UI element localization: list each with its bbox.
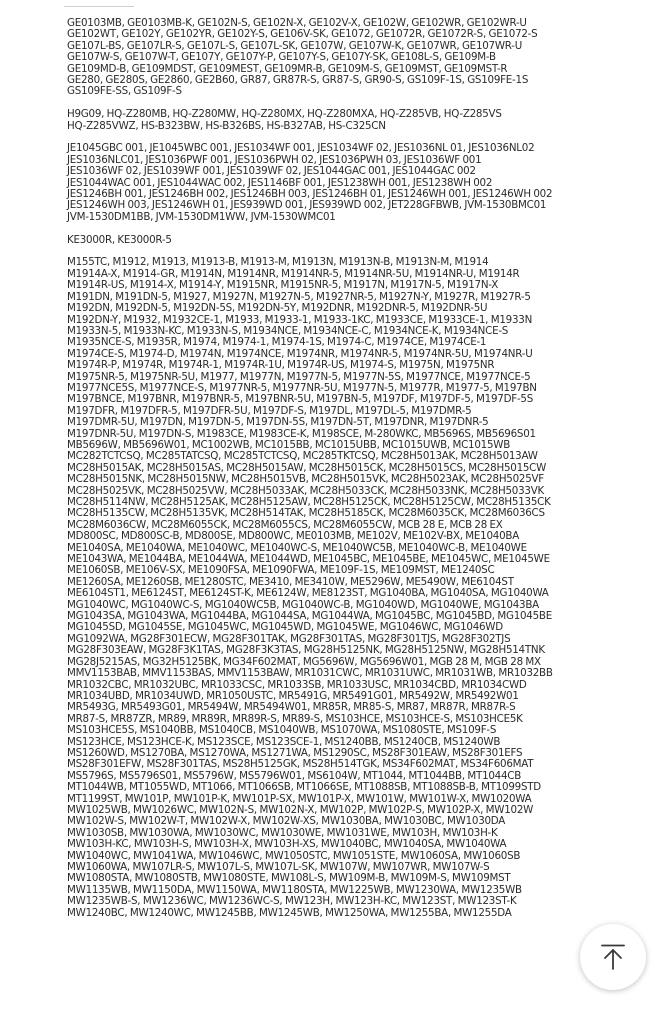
arrow-up-to-top-icon bbox=[598, 942, 628, 972]
model-group-h: H9G09, HQ-Z280MB, HQ-Z280MW, HQ-Z280MX, HQ-Z280MXA, HQ-Z285VB, HQ-Z285VS HQ-Z285VWZ, HS-B323BW, HS-B326BS, HS-B327AB, HS-C325CN bbox=[67, 108, 502, 132]
model-group-ke: KE3000R, KE3000R-5 bbox=[67, 233, 172, 246]
model-group-m: M155TC, M1912, M1913, M1913-B, M1913-M, M1913N, M1913N-B, M1913N-M, M1914 M1914A-X, M1914-GR, M1914N, M1914NR, M1914NR-5, M1914NR-5U, M1914NR-U, M1914R M1914R-US, M1914-X, M1914-Y, M1915NR, M1915NR-5, M1917N, M1917N-5, M1917N-X M191DN, M191DN-5, M1927, M1927N, M1927N-5, M1927NR-5, M1927N-Y, M1927R, M1927R-5 M192DN, M192DN-5, M192DN-5S, M192DN-5Y, M192DNR, M192DNR-5, M192DNR-5U M192DN-Y, M1932, M1932CE-1, M1933, M1933-1, M1933-1KC, M1933CE, M1933CE-1, M1933N M1933N-5, M1933N-KC, M1933N-S, M1934NCE, M1934NCE-C, M1934NCE-K, M1934NCE-S M1935NCE-S, M1935R, M1974, M1974-1, M1974-1S, M1974-C, M1974CE, M1974CE-1 M1974CE-S, M1974-D, M1974N, M1974NCE, M1974NR, M1974NR-5, M1974NR-5U, M1974NR-U M1974R-P, M1974R, M1974R-1, M1974R-1U, M1974R-US, M1974-S, M1975N, M1975NR M1975NR-5, M1975NR-5U, M1977, M1977N, M1977N-5, M1977N-5S, M1977NCE, M1977NCE-5 M1977NCE5S, M1977NCE-S, M1977NR-5, M1977NR-5U, M1977N-5, M1977R, M1977-5, M197BN M197BNCE, M197BNR, M197BNR-5, M197BNR-5U, M197BN-5, M197DF, M197DF-5, M197DF-5S M197DFR, M197DFR-5, M197DFR-5U, M197DF-S, M197DL, M197DL-5, M197DMR-5 M197DMR-5U, M197DN, M197DN-5, M197DN-5S, M197DN-5T, M197DNR, M197DNR-5 M197DNR-5U, M197DN-S, M1983CE, M1983CE-K, M198SCE, M-280WKC, MB5696S, MB5696S01 MB5696W, MB5696W01, MC1002WB, MC1015BB, MC1015UBB, MC1015UWB, MC1015WB MC282TCTCSQ, MC285TATCSQ, MC285TCTCSQ, MC285TKTCSQ, MC28H5013AK, MC28H5013AW MC28H5015AK, MC28H5015AS, MC28H5015AW, MC28H5015CK, MC28H5015CS, MC28H5015CW MC28H5015NK, MC28H5015NW, MC28H5015VB, MC28H5015VK, MC28H5023AK, MC28H5025VF MC28H5025VK, MC28H5025VW, MC28H5033AK, MC28H5033CK, MC28H5033NK, MC28H5033VK MC28H5114NW, MC28H5125AK, MC28H5125AW, MC28H5125CK, MC28H5125CW, MC28H5135CK MC28H5135CW, MC28H5135VK, MC28H514TAK, MC28H5185CK, MC28M6035CK, MC28M6036CS MC28M6036CW, MC28M6055CK, MC28M6055CS, MC28M6055CW, MCB 28 E, MCB 28 EX MD800SC, MD800SC-B, MD800SE, MD800WC, ME0103MB, ME102V, ME102V-BX, ME1040BA ME1040SA, ME1040WA, ME1040WC, ME1040WC-S, ME1040WC5B, ME1040WC-B, ME1040WE ME1043WA, ME1044BA, ME1044WA, ME1044WD, ME1045BC, ME1045BE, ME1045WC, ME1045WE ME1060SB, ME106V-SX, ME1090FSA, ME1090FWA, ME109F-1S, ME109MST, ME1240SC ME1260SA, ME1260SB, ME1280STC, ME3410, ME3410W, ME5296W, ME5490W, ME6104ST ME6104ST1, ME6124ST, ME6124ST-K, ME6124W, ME8123ST, MG1040BA, MG1040SA, MG1040WA MG1040WC, MG1040WC-S, MG1040WC5B, MG1040WC-B, MG1040WD, MG1040WE, MG1043BA MG1043SA, MG1043WA, MG1044BA, MG1044SA, MG1044WA, MG1045BC, MG1045BD, MG1045BE MG1045SD, MG1045SE, MG1045WC, MG1045WD, MG1045WE, MG1046WC, MG1046WD MG1092WA, MG28F301ECW, MG28F301TAK, MG28F301TAS, MG28F301TJS, MG28F302TJS MG28F303EAW, MG28F3K1TAS, MG28F3K3TAS, MG28H5125NK, MG28H5125NW, MG28H514TNK MG28J5215AS, MG32H5125BK, MG34F602MAT, MG5696W, MG5696W01, MGB 28 M, MGB 28 MX MMV1153BAB, MMV1153BAS, MMV1153BAW, MR1031CWC, MR1031UWC, MR1031WB, MR1032BB MR1032CBC, MR1032UBC, MR1033CSC, MR1033SB, MR1033USC, MR1034CBD, MR1034CWD MR1034UBD, MR1034UWD, MR1050USTC, MR5491G, MR5491G01, MR5492W, MR5492W01 MR5493G, MR5493G01, MR5494W, MR5494W01, MR85R, MR85-S, MR87, MR87R, MR87R-S MR87-S, MR87ZR, MR89, MR89R, MR89R-S, MR89-S, MS103HCE, MS103HCE-S, MS103HCE5K MS103HCE5S, MS1040BB, MS1040CB, MS1040WB, MS1070WA, MS1080STE, MS109F-S MS123HCE, MS123HCE-K, MS123SCE, MS123SCE-1, MS1240BB, MS1240CB, MS1240WB MS1260WD, MS1270BA, MS1270WA, MS1271WA, MS1290SC, MS28F301EAW, MS28F301EFS MS28F301EFW, MS28F301TAS, MS28H5125GK, MS28H514TGK, MS34F602MAT, MS34F606MAT MS5796S, MS5796S01, MS5796W, MS5796W01, MS6104W, MT1044, MT1044BB, MT1044CB MT1044WB, MT1055WD, MT1066, MT1066SB, MT1066SE, MT1088SB, MT1088SB-B, MT1099STD MT1199ST, MW101P, MW101P-K, MW101P-SX, MW101P-X, MW101W, MW101W-X, MW1020WA MW1025WB, MW1026WC, MW102N-S, MW102N-X, MW102P, MW102P-S, MW102P-X, MW102W MW102W-S, MW102W-T, MW102W-X, MW102W-XS, MW1030BA, MW1030BC, MW1030DA MW1030SB, MW1030WA, MW1030WC, MW1030WE, MW1031WE, MW103H, MW103H-K MW103H-KC, MW103H-S, MW103H-X, MW103H-XS, MW1040BC, MW1040SA, MW1040WA MW1040WC, MW1041WA, MW1046WC, MW1050STC, MW1051STE, MW1060SA, MW1060SB MW1060WA, MW107LR-S, MW107L-S, MW107L-SK, MW107W, MW107WR, MW107W-S MW1080STA, MW1080STB, MW1080STE, MW108L-S, MW109M-B, MW109M-S, MW109MST MW1135WB, MW1150DA, MW1150WA, MW1180STA, MW1225WB, MW1230WA, MW1235WB MW1235WB-S, MW1236WC, MW1236WC-S, MW123H, MW123H-KC, MW123ST, MW123ST-K MW1240BC, MW1240WC, MW1245BB, MW1245WB, MW1250WA, MW1255BA, MW1255DA bbox=[67, 256, 553, 919]
scroll-to-top-button[interactable] bbox=[580, 924, 646, 990]
model-list bbox=[67, 18, 647, 930]
model-group-je-jvm: JE1045GBC 001, JE1045WBC 001, JES1034WF 001, JES1034WF 02, JES1036NL 01, JES1036NL02 JES1036NLC01, JES1036PWF 001, JES1036PWH 02, JES1036PWH 03, JES1036WF 001 JES1036WF 02, JES1039WF 001, JES1039WF 02, JES1044GAC 001, JES1044GAC 002 JES1044WAC 001, JES1044WAC 002, JES1146BF 001, JES1238WH 001, JES1238WH 002 JES1246BH 001, JES1246BH 002, JES1246BH 003, JES1246BH 01, JES1246WH 001, JES1246WH 002 JES1246WH 003, JES1246WH 01, JES939WD 001, JES939WD 002, JET228GFBWB, JVM-1530BMC01 JVM-1530DM1BB, JVM-1530DM1WW, JVM-1530WMC01 bbox=[67, 142, 553, 223]
model-group-ge-gs: GE0103MB, GE0103MB-K, GE102N-S, GE102N-X, GE102V-X, GE102W, GE102WR, GE102WR-U GE102WT, GE102Y, GE102YR, GE102Y-S, GE106V-SK, GE1072, GE1072R, GE1072R-S, GE1072-S GE107L-BS, GE107LR-S, GE107L-S, GE107L-SK, GE107W, GE107W-K, GE107WR, GE107WR-U GE107W-S, GE107W-T, GE107Y, GE107Y-P, GE107Y-S, GE107Y-SK, GE108L-S, GE109M-B GE109MD-B, GE109MDST, GE109MEST, GE109MR-B, GE109M-S, GE109MST, GE109MST-R GE280, GE280S, GE2860, GE2B60, GR87, GR87R-S, GR87-S, GR90-S, GS109F-1S, GS109FE-1S GS109FE-SS, GS109F-S bbox=[67, 17, 538, 98]
top-divider bbox=[64, 6, 134, 7]
